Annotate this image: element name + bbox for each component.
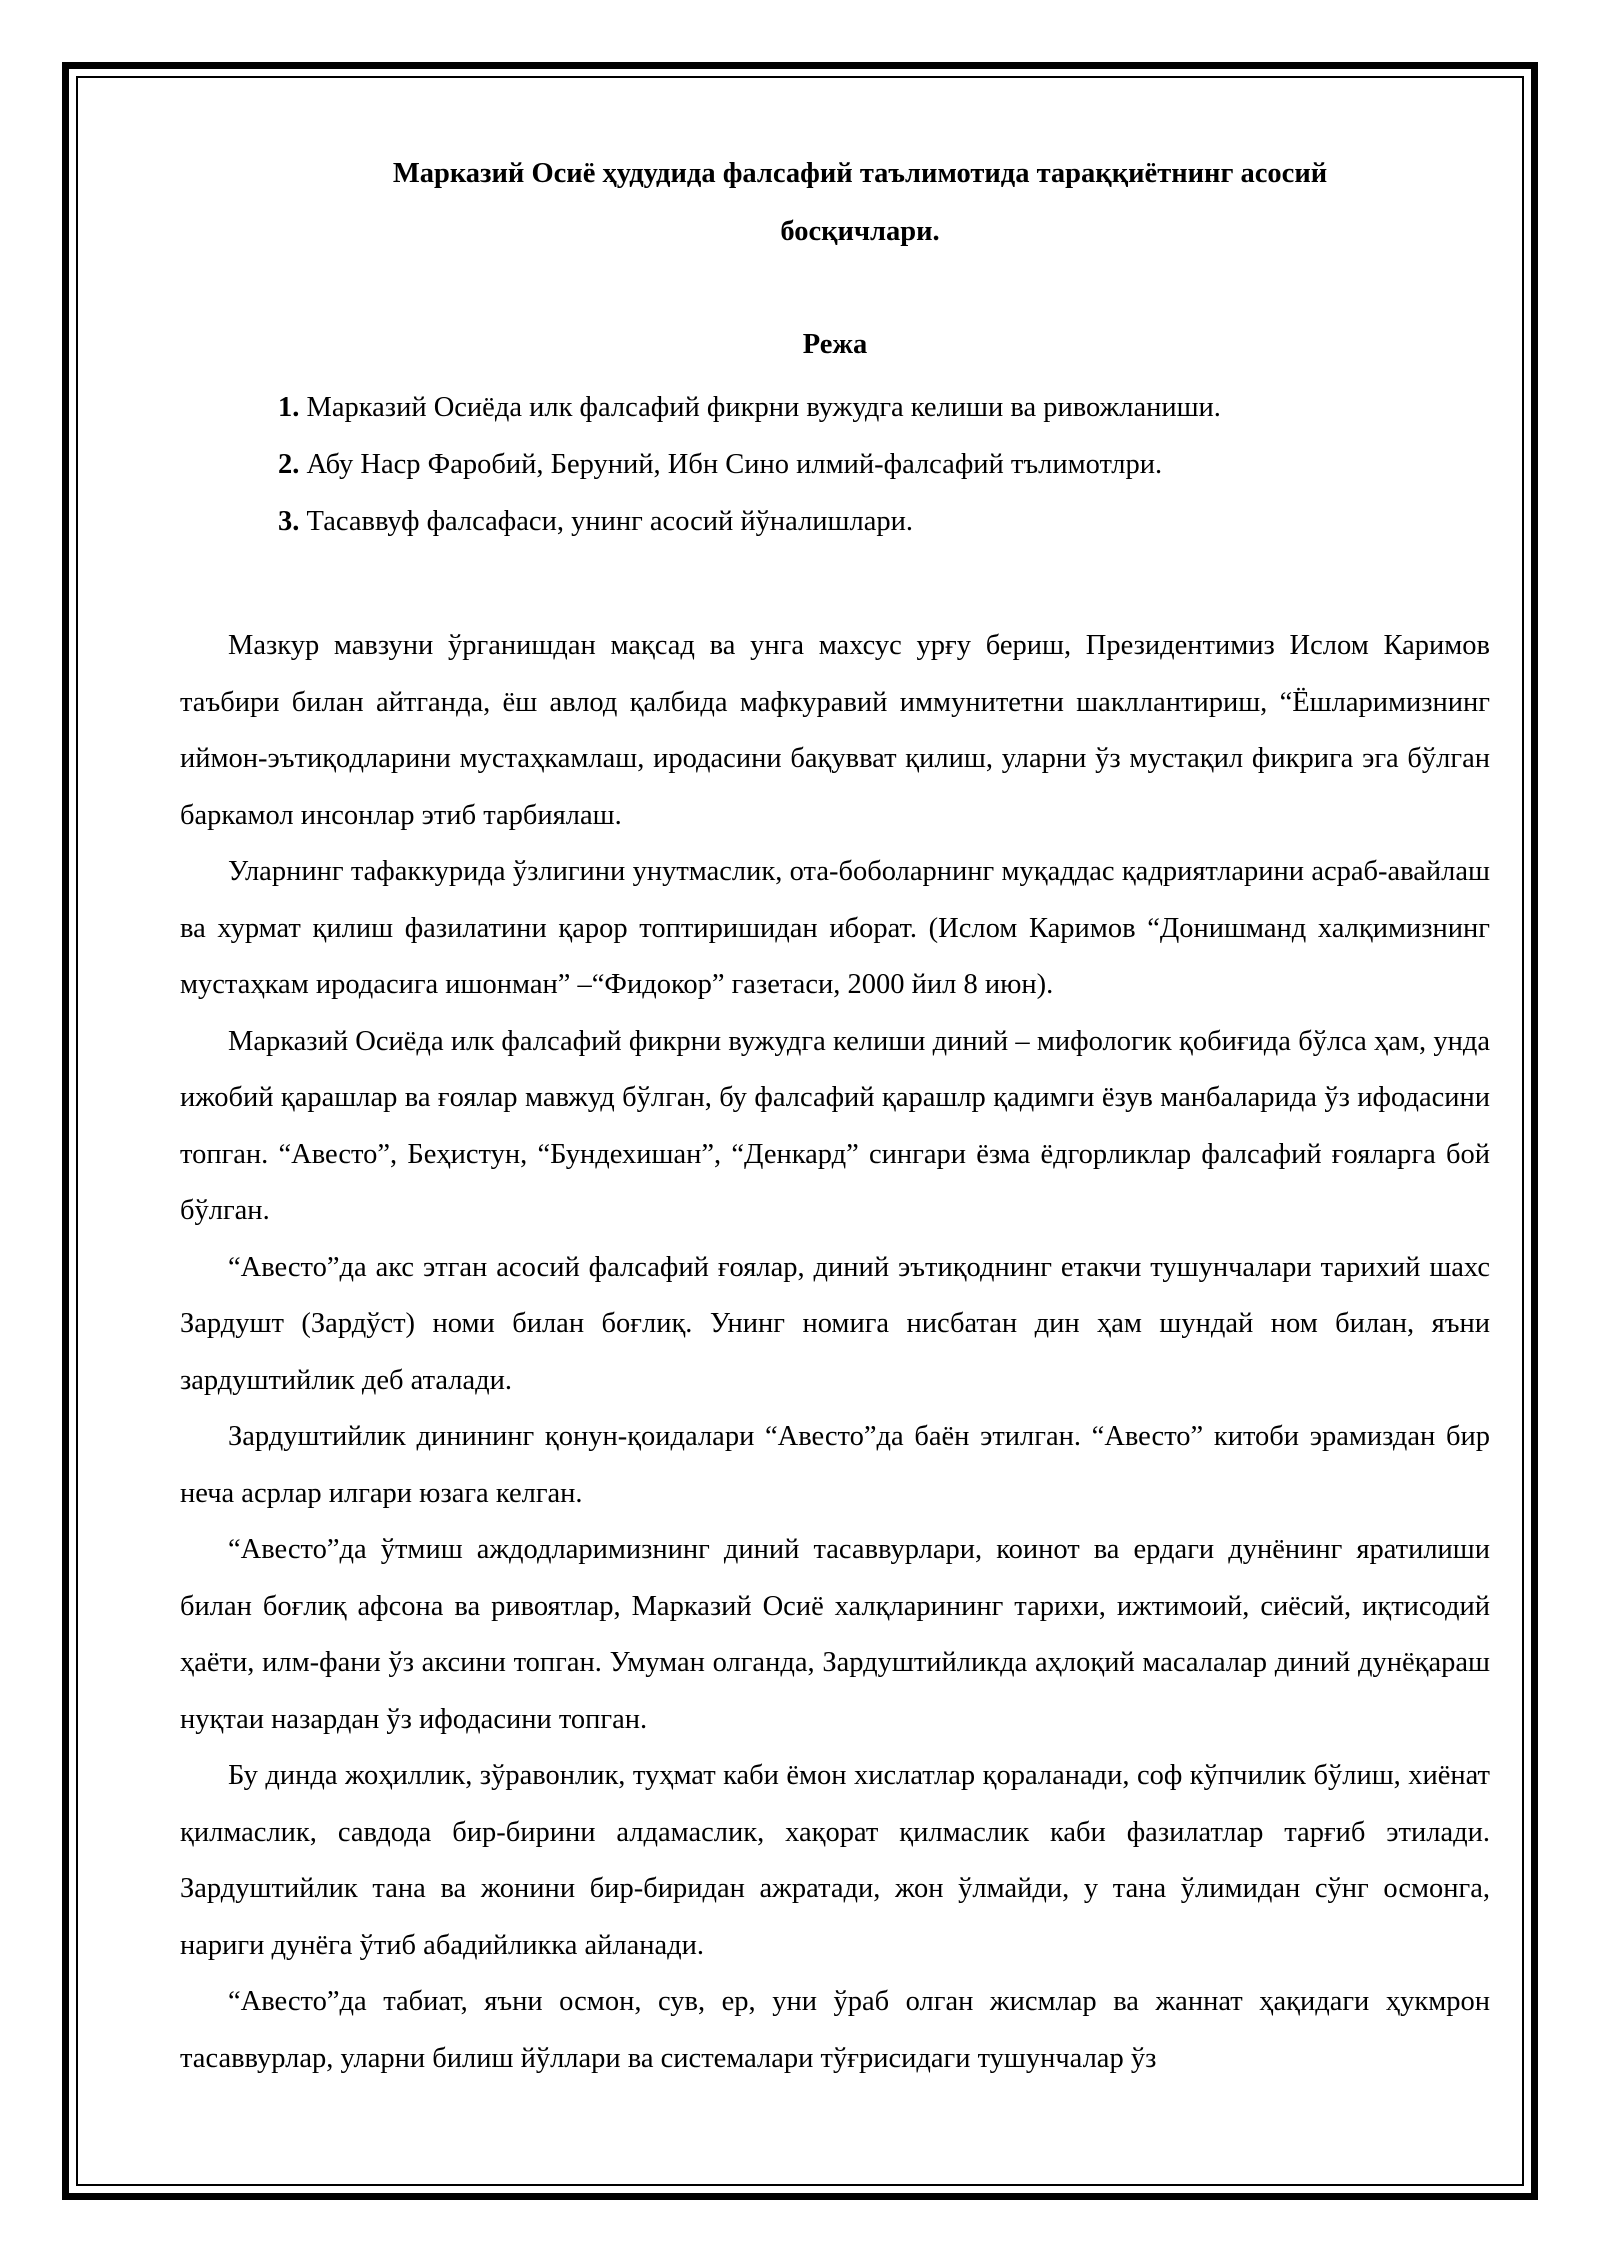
title-line-2: босқичлари. (780, 216, 940, 247)
plan-item (278, 493, 1490, 550)
paragraph: Бу динда жоҳиллик, зўравонлик, туҳмат каби ёмон хислатлар қораланади, соф кўпчилик бўлиш, хиёнат қилмаслик, савдода бир-бирини алдамаслик, хақорат қилмаслик каби фазилатлар тарғиб этилади. Зардуштийлик тана ва жонини бир-биридан ажратади, жон ўлмайди, у тана ўлимидан сўнг осмонга, нариги дунёга ўтиб абадийликка айланади. (180, 1760, 1490, 1961)
plan-item-text: Абу Наср Фаробий, Беруний, Ибн Сино илмий-фалсафий тълимотлри. (299, 449, 1163, 480)
plan-item-text: Тасаввуф фалсафаси, унинг асосий йўналишлари. (299, 506, 914, 537)
paragraph: Мазкур мавзуни ўрганишдан мақсад ва унга махсус урғу бериш, Президентимиз Ислом Каримов таъбири билан айтганда, ёш авлод қалбида мафкуравий иммунитетни шакллантириш, “Ёшларимизнинг иймон-эътиқодларини мустаҳкамлаш, иродасини бақувват қилиш, уларни ўз мустақил фикрига эга бўлган баркамол инсонлар этиб тарбиялаш. (180, 630, 1490, 831)
paragraph: Уларнинг тафаккурида ўзлигини унутмаслик, ота-боболарнинг муқаддас қадриятларини асраб-авайлаш ва хурмат қилиш фазилатини қарор топтиришидан иборат. (Ислом Каримов “Донишманд халқимизнинг мустаҳкам иродасига ишонман” –“Фидокор” газетаси, 2000 йил 8 июн). (180, 856, 1490, 1000)
document-title (180, 145, 1490, 261)
plan-item-number: 2. (278, 449, 300, 480)
plan-heading: Режа (802, 329, 868, 360)
plan-item-text: Марказий Осиёда илк фалсафий фикрни вужудга келиши ва ривожланиши. (299, 392, 1221, 423)
plan-item (278, 436, 1490, 493)
plan-item (278, 379, 1490, 436)
paragraph: Зардуштийлик динининг қонун-қоидалари “Авесто”да баён этилган. “Авесто” китоби эрамиздан бир неча асрлар илгари юзага келган. (180, 1421, 1490, 1509)
plan-list (180, 379, 1490, 550)
paragraph: “Авесто”да табиат, яъни осмон, сув, ер, уни ўраб олган жисмлар ва жаннат ҳақидаги ҳукмрон тасаввурлар, уларни билиш йўллари ва системалари тўғрисидаги тушунчалар ўз (180, 1986, 1490, 2074)
title-line-1: Марказий Осиё ҳудудида фалсафий таълимотида тараққиётнинг асосий (392, 158, 1328, 189)
paragraph: Марказий Осиёда илк фалсафий фикрни вужудга келиши диний – мифологик қобиғида бўлса ҳам, унда ижобий қарашлар ва ғоялар мавжуд бўлган, бу фалсафий қарашлр қадимги ёзув манбаларида ўз ифодасини топган. “Авесто”, Беҳистун, “Бундехишан”, “Денкард” сингари ёзма ёдгорликлар фалсафий ғояларга бой бўлган. (180, 1025, 1490, 1226)
plan-item-number: 1. (278, 392, 300, 423)
body-text (180, 618, 1490, 2087)
paragraph: “Авесто”да акс этган асосий фалсафий ғоялар, диний эътиқоднинг етакчи тушунчалари тарихий шахс Зардушт (Зардўст) номи билан боғлиқ. Унинг номига нисбатан дин ҳам шундай ном билан, яъни зардуштийлик деб аталади. (180, 1251, 1490, 1396)
plan-item-number: 3. (278, 506, 300, 537)
document-content (180, 145, 1490, 2087)
paragraph: “Авесто”да ўтмиш аждодларимизнинг диний тасаввурлари, коинот ва ердаги дунёнинг яратилиши билан боғлиқ афсона ва ривоятлар, Марказий Осиё халқларининг тарихи, ижтимоий, сиёсий, иқтисодий ҳаёти, илм-фани ўз аксини топган. Умуман олганда, Зардуштийликда аҳлоқий масалалар диний дунёқараш нуқтаи назардан ўз ифодасини топган. (180, 1534, 1490, 1735)
